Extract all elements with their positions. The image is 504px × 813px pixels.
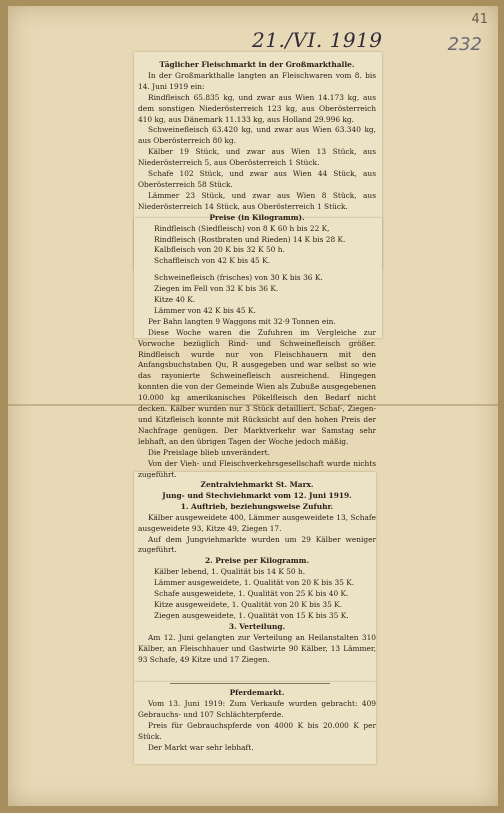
price-line: Kalbfleisch von 20 K bis 32 K 50 h. [154, 245, 285, 255]
section-text: Am 12. Juni gelangten zur Verteilung an Heilanstalten 310 Kälber, an Fleischhauer und Gastwirte 90 Kälber, 13 Lämmer, 93 Schafe, 49 Kitze und 17 Ziegen. [138, 632, 376, 664]
article-line: Der Markt war sehr lebhaft. [148, 742, 254, 752]
article-intro: In der Großmarkthalle langten an Fleischwaren vom 8. bis 14. Juni 1919 ein: [138, 70, 376, 91]
section-heading: 3. Verteilung. [228, 621, 286, 631]
article-fleischmarkt [138, 60, 376, 480]
price-line: Ziegen ausgeweidete, 1. Qualität von 15 K bis 35 K. [154, 610, 349, 620]
section-heading: 1. Auftrieb, beziehungsweise Zufuhr. [180, 501, 334, 511]
price-line: Rindfleisch (Rostbraten und Rieden) 14 K bis 28 K. [154, 234, 346, 244]
article-paragraph: Von der Vieh- und Fleischverkehrsgesellschaft wurde nichts zugeführt. [138, 458, 376, 479]
handwritten-date: 21./VI. 1919 [252, 28, 383, 52]
supply-line: Kälber 19 Stück, und zwar aus Wien 13 Stück, aus Niederösterreich 5, aus Oberösterreich 1 Stück. [138, 147, 376, 168]
page-number: 232 [447, 34, 482, 55]
price-line: Lämmer ausgeweidete, 1. Qualität von 20 K bis 35 K. [154, 578, 355, 588]
supply-line: Lämmer 23 Stück, und zwar aus Wien 8 Stück, aus Niederösterreich 14 Stück, aus Oberösterreich 1 Stück. [138, 190, 376, 211]
article-pferdemarkt [138, 688, 376, 753]
supply-line: Rindfleisch 65.835 kg, und zwar aus Wien 14.173 kg, aus dem sonstigen Niederösterreich 123 kg, aus Oberösterreich 410 kg, aus Dänemark 11.133 kg, aus Holland 29.996 kg. [138, 92, 376, 124]
corner-number: 41 [471, 12, 488, 27]
section-text: Auf dem Jungviehmarkte wurden um 29 Kälber weniger zugeführt. [138, 534, 376, 555]
supply-line: Schafe 102 Stück, und zwar aus Wien 44 Stück, aus Oberösterreich 58 Stück. [138, 169, 376, 189]
article-zentralviehmarkt [138, 480, 376, 665]
supply-line: Schweinefleisch 63.420 kg, und zwar aus Wien 63.340 kg, aus Oberösterreich 80 kg. [138, 125, 376, 146]
price-line: Kitze ausgeweidete, 1. Qualität von 20 K bis 35 K. [154, 599, 343, 609]
section-heading: 2. Preise per Kilogramm. [204, 556, 310, 566]
article-line: Vom 13. Juni 1919: Zum Verkaufe wurden gebracht: 409 Gebrauchs- und 107 Schlächterpferde. [138, 698, 376, 719]
section-text: Kälber ausgeweidete 400, Lämmer ausgeweidete 13, Schafe ausgeweidete 93, Kitze 49, Ziegen 17. [138, 512, 376, 533]
price-line: Schaffleisch von 42 K bis 45 K. [154, 256, 270, 266]
article-paragraph: Die Preislage blieb unverändert. [148, 447, 270, 457]
article-paragraph: Diese Woche waren die Zufuhren im Vergleiche zur Vorwoche bezüglich Rind- und Schweinefleisch größer. Rindfleisch wurde nur von Fleischhauern mit den Anfangsbuchstaben Qu, R ausgegeben und war selbst so wie das rayonierte Schweinefleisch ausreichend. Hingegen konnten die von der Gemeinde Wien als Zubuße ausgegebenen 10.000 kg amerikanisches Pökelfleisch den Bedarf nicht decken. Kälber wurden nur 3 Stück detailliert. Schaf-, Ziegen- und Kitzfleisch konnte mit Rücksicht auf den hohen Preis der Nachfrage genügen. Der Marktverkehr war Samstag sehr lebhaft, an den übrigen Tagen der Woche jedoch mäßig. [138, 327, 376, 446]
price-line: Ziegen im Fell von 32 K bis 36 K. [154, 284, 279, 294]
prices-heading: Preise (in Kilogramm). [209, 212, 305, 222]
article-paragraph: Per Bahn langten 9 Waggons mit 32·9 Tonnen ein. [148, 316, 336, 326]
price-line: Kitze 40 K. [154, 295, 196, 305]
article-title: Täglicher Fleischmarkt in der Großmarkthalle. [159, 60, 355, 69]
price-line: Schafe ausgeweidete, 1. Qualität von 25 K bis 40 K. [154, 589, 349, 599]
article-title: Zentralviehmarkt St. Marx. [200, 480, 314, 489]
divider [170, 683, 330, 684]
article-line: Preis für Gebrauchspferde von 4000 K bis 20.000 K per Stück. [138, 720, 376, 741]
article-title: Pferdemarkt. [229, 688, 285, 697]
article-subtitle: Jung- und Stechviehmarkt vom 12. Juni 1919. [162, 490, 352, 500]
price-line: Schweinefleisch (frisches) von 30 K bis 36 K. [154, 273, 323, 283]
price-line: Lämmer von 42 K bis 45 K. [154, 305, 256, 315]
price-line: Rindfleisch (Siedfleisch) von 8 K 60 h bis 22 K, [154, 223, 330, 233]
price-line: Kälber lebend, 1. Qualität bis 14 K 50 h. [154, 567, 306, 577]
